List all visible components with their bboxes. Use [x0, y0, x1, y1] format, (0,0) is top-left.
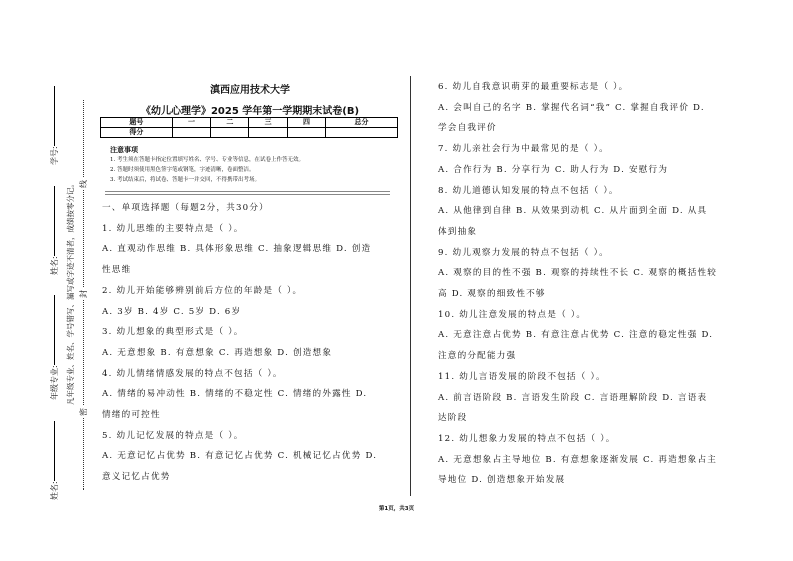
- question-text: 10. 幼儿注意发展的特点是（ ）。: [438, 309, 587, 320]
- binding-notice: 凡年级专业、姓名、学号错写、漏写或字迹不清者，成绩按零分记。: [66, 180, 75, 405]
- page-number: 第1页，共3页: [378, 506, 415, 512]
- question-text: 5. 幼儿记忆发展的特点是（ ）。: [102, 430, 244, 441]
- section-heading: 一、单项选择题（每题2分，共30分）: [102, 203, 269, 213]
- score-table-header: [101, 118, 398, 128]
- score-cell: [172, 128, 210, 138]
- answer-options: A. 观察的目的性不强 B. 观察的持续性不长 C. 观察的概括性较: [438, 268, 718, 279]
- field-student-id: 学号:: [49, 86, 60, 165]
- score-cell: [287, 128, 325, 138]
- school-name: 滇西应用技术大学: [210, 85, 290, 96]
- question-text: 3. 幼儿想象的典型形式是（ ）。: [102, 327, 244, 338]
- field-name-2: 姓名:: [49, 421, 60, 500]
- score-row-label: 得分: [101, 128, 173, 138]
- score-table: [100, 117, 398, 138]
- question-text: 1. 幼儿思维的主要特点是（ ）。: [102, 223, 244, 234]
- exam-title: 《幼儿心理学》2025 学年第一学期期末试卷(B): [140, 106, 360, 117]
- question-text: 8. 幼儿道德认知发展的特点不包括（ ）。: [438, 185, 619, 196]
- score-cell: [326, 128, 398, 138]
- question-text: 6. 幼儿自我意识萌芽的最重要标志是（ ）。: [438, 82, 629, 92]
- seal-char: 封: [79, 290, 88, 298]
- seal-char: 线: [79, 180, 88, 188]
- text-line: 达阶段: [438, 413, 468, 424]
- answer-options: A. 无意记忆占优势 B. 有意记忆占优势 C. 机械记忆占优势 D.: [102, 451, 378, 462]
- text-line: 注意的分配能力强: [438, 351, 517, 362]
- score-cell: [249, 128, 287, 138]
- note-item: 3. 考试结束后，将试卷、答题卡一并交回，不得携带出考场。: [110, 177, 260, 183]
- binding-margin: [35, 90, 95, 500]
- text-line: 体到抽象: [438, 226, 478, 237]
- field-name: 姓名:: [49, 186, 60, 275]
- text-line: 导地位 D. 创造想象开始发展: [438, 475, 566, 486]
- text-line: 高 D. 观察的细致性不够: [438, 289, 546, 299]
- field-grade-major: 年级专业:: [49, 295, 60, 400]
- question-text: 12. 幼儿想象力发展的特点不包括（ ）。: [438, 433, 616, 444]
- answer-options: A. 3岁 B. 4岁 C. 5岁 D. 6岁: [102, 306, 242, 317]
- answer-options: A. 情绪的易冲动性 B. 情绪的不稳定性 C. 情绪的外露性 D.: [102, 389, 368, 400]
- column-divider: [410, 76, 411, 496]
- text-line: 学会自我评价: [438, 123, 497, 134]
- text-line: 性思维: [102, 265, 132, 276]
- answer-options: A. 合作行为 B. 分享行为 C. 助人行为 D. 安慰行为: [438, 164, 669, 175]
- question-text: 2. 幼儿开始能够辨别前后方位的年龄是（ ）。: [102, 285, 303, 296]
- answer-options: A. 会叫自己的名字 B. 掌握代名词“我” C. 掌握自我评价 D.: [438, 102, 705, 113]
- text-line: 情绪的可控性: [102, 410, 161, 420]
- question-text: 7. 幼儿亲社会行为中最常见的是（ ）。: [438, 144, 609, 155]
- seal-char: 密: [79, 408, 88, 416]
- answer-options: A. 无意想象占主导地位 B. 有意想象逐渐发展 C. 再造想象占主: [438, 454, 718, 465]
- text-line: 意义记忆占优势: [102, 472, 171, 483]
- notes-title: 注意事项: [110, 146, 138, 154]
- separator: [105, 191, 390, 195]
- header-cell: 四: [287, 118, 325, 128]
- answer-options: A. 无意注意占优势 B. 有意注意占优势 C. 注意的稳定性强 D.: [438, 330, 714, 341]
- note-item: 2. 答题时须使用黑色签字笔或钢笔，字迹清晰，卷面整洁。: [110, 167, 255, 173]
- question-text: 9. 幼儿观察力发展的特点不包括（ ）。: [438, 247, 609, 258]
- answer-options: A. 直观动作思维 B. 具体形象思维 C. 抽象逻辑思维 D. 创造: [102, 244, 372, 255]
- question-text: 4. 幼儿情绪情感发展的特点不包括（ ）。: [102, 368, 283, 379]
- score-cell: [211, 128, 249, 138]
- exam-notes: [110, 145, 304, 185]
- header-cell: 总分: [326, 118, 398, 128]
- answer-options: A. 无意想象 B. 有意想象 C. 再造想象 D. 创造想象: [102, 347, 333, 358]
- header-cell: 一: [172, 118, 210, 128]
- note-item: 1. 考生须在答题卡指定位置填写姓名、学号、专业等信息，在试卷上作答无效。: [110, 157, 304, 163]
- question-text: 11. 幼儿言语发展的阶段不包括（ ）。: [438, 371, 606, 382]
- answer-options: A. 从他律到自律 B. 从效果到动机 C. 从片面到全面 D. 从具: [438, 206, 708, 217]
- header-cell: 题号: [101, 118, 173, 128]
- header-cell: 三: [249, 118, 287, 128]
- answer-options: A. 前言语阶段 B. 言语发生阶段 C. 言语理解阶段 D. 言语表: [438, 392, 708, 403]
- header-cell: 二: [211, 118, 249, 128]
- score-row: [101, 128, 398, 138]
